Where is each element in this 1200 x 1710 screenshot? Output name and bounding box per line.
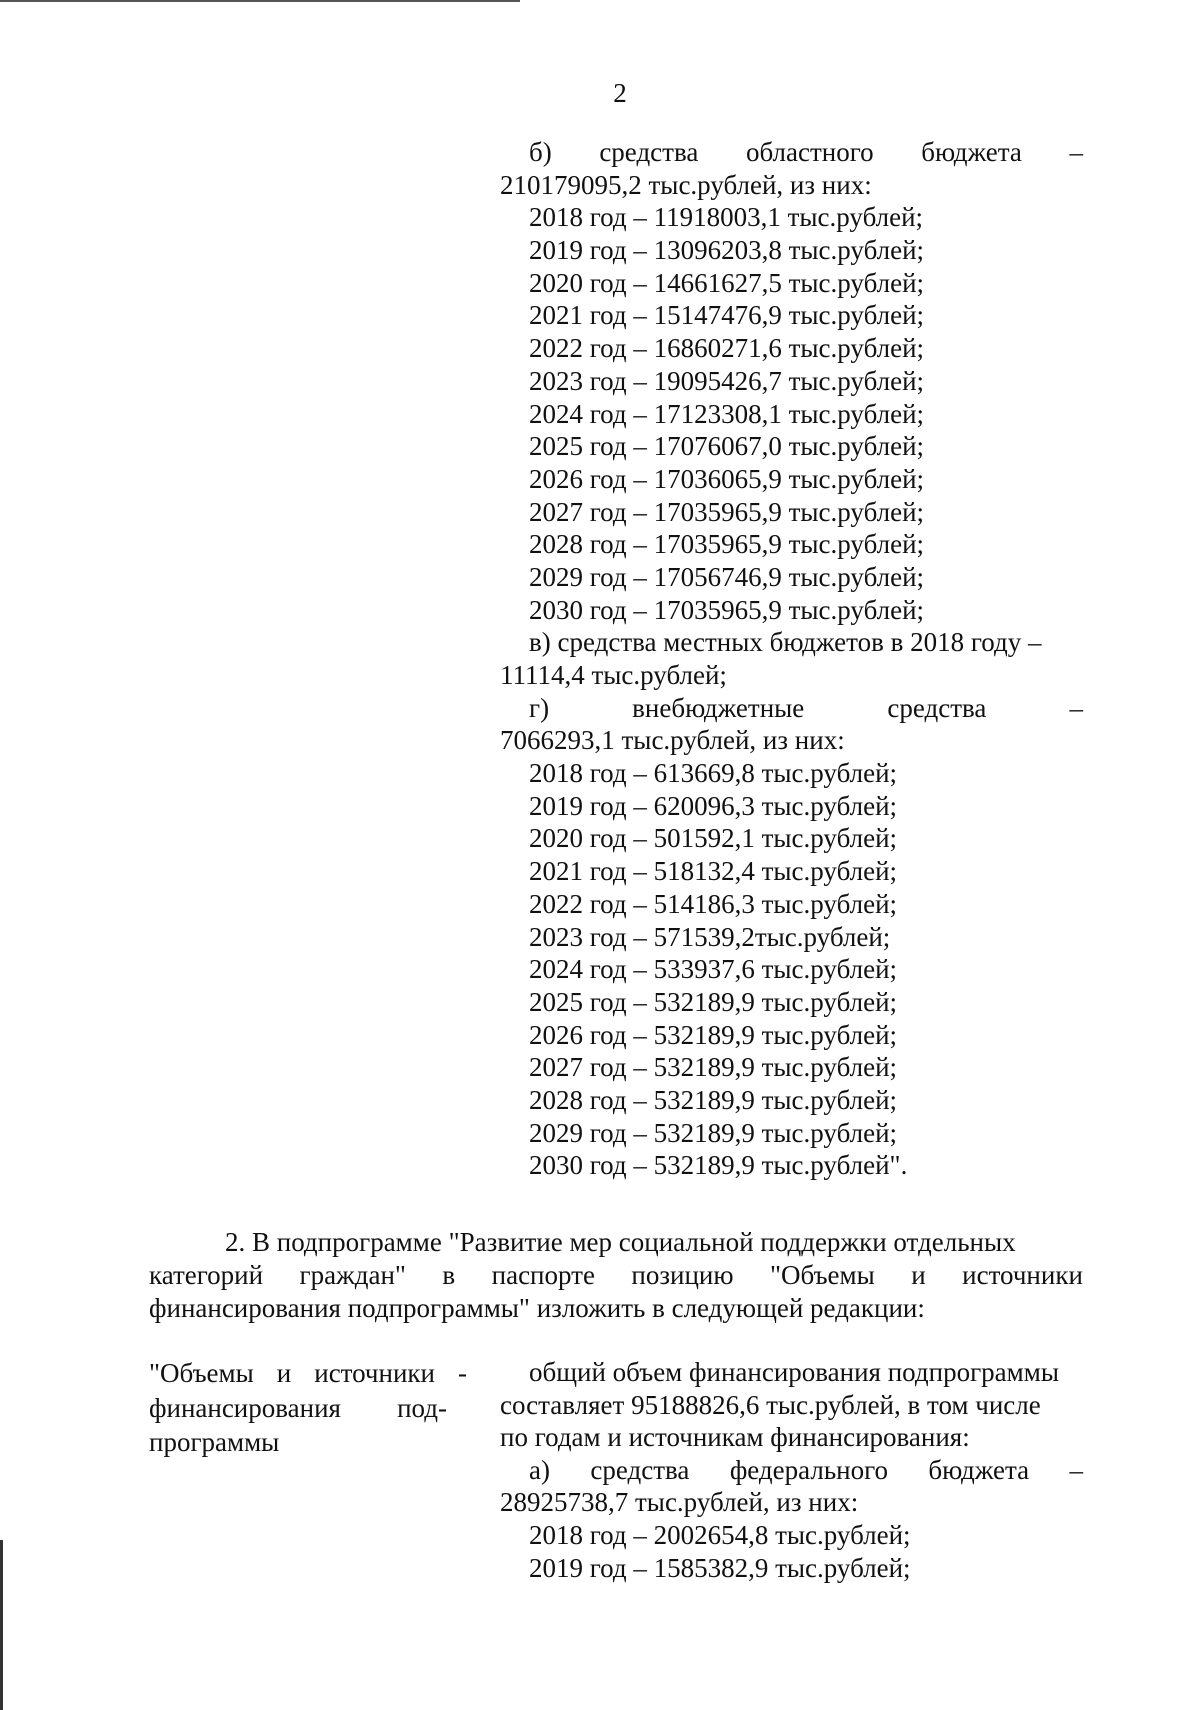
regional-year-line: 2022 год – 16860271,6 тыс.рублей; [529,333,925,364]
regional-year-line: 2029 год – 17056746,9 тыс.рублей; [529,561,925,592]
regional-year-line: 2025 год – 17076067,0 тыс.рублей; [529,431,925,462]
regional-year-line: 2023 год – 19095426,7 тыс.рублей; [529,365,925,396]
extrabudgetary-year-line: 2020 год – 501592,1 тыс.рублей; [529,823,898,854]
regional-year-line: 2028 год – 17035965,9 тыс.рублей; [529,529,925,560]
scan-edge-top [0,0,520,2]
extrabudgetary-year-line: 2025 год – 532189,9 тыс.рублей; [529,986,898,1017]
paragraph-word: и [911,1260,926,1290]
paragraph-line-justified [149,1259,1083,1292]
regional-year-line: 2024 год – 17123308,1 тыс.рублей; [529,398,925,429]
heading-word: федерального [729,1454,889,1485]
local-budgets-line: в) средства местных бюджетов в 2018 году – [529,627,1042,658]
label-word: финансирования [149,1392,341,1423]
paragraph-word: паспорте [491,1260,595,1290]
label-word: источники [314,1358,435,1388]
extrabudgetary-year-line: 2021 год – 518132,4 тыс.рублей; [529,856,898,887]
paragraph-word: в [442,1260,456,1290]
federal-year-line: 2018 год – 2002654,8 тыс.рублей; [529,1519,911,1550]
heading-word: средства [590,1454,690,1485]
extrabudgetary-year-line: 2023 год – 571539,2тыс.рублей; [529,921,891,952]
passport-position-value [500,1356,1083,1584]
heading-word: средства [599,137,699,167]
page-number: 2 [613,78,627,108]
funding-continuation-block [500,136,1083,1182]
extrabudgetary-year-line: 2019 год – 620096,3 тыс.рублей; [529,790,898,821]
value-line: составляет 95188826,6 тыс.рублей, в том числе [500,1389,1041,1420]
heading-word: внебюджетные [632,692,805,723]
heading-word: – [1069,1454,1083,1485]
extrabudgetary-year-line: 2022 год – 514186,3 тыс.рублей; [529,888,898,919]
regional-year-line: 2026 год – 17036065,9 тыс.рублей; [529,463,925,494]
heading-word: г) [529,692,550,723]
regional-budget-total: 210179095,2 тыс.рублей, из них: [500,169,872,200]
federal-budget-heading [500,1454,1083,1487]
regional-year-line: 2020 год – 14661627,5 тыс.рублей; [529,267,925,298]
extrabudgetary-year-line: 2027 год – 532189,9 тыс.рублей; [529,1052,898,1083]
paragraph-line: 2. В подпрограмме "Развитие мер социальной поддержки отдельных [225,1227,1016,1257]
regional-year-line: 2019 год – 13096203,8 тыс.рублей; [529,235,925,266]
label-word: и [276,1358,292,1388]
label-line: программы [149,1427,280,1457]
extrabudgetary-total: 7066293,1 тыс.рублей, из них: [500,725,845,756]
extrabudgetary-year-line: 2026 год – 532189,9 тыс.рублей; [529,1019,898,1050]
heading-word: бюджета [928,1454,1030,1485]
label-word: под- [397,1392,447,1423]
regional-year-line: 2027 год – 17035965,9 тыс.рублей; [529,496,925,527]
extrabudgetary-year-line: 2030 год – 532189,9 тыс.рублей". [529,1150,908,1181]
local-budgets-amount: 11114,4 тыс.рублей; [500,660,727,690]
heading-word: б) [529,137,552,167]
regional-budget-heading [500,136,1083,169]
heading-word: областного [745,137,874,167]
extrabudgetary-year-line: 2018 год – 613669,8 тыс.рублей; [529,758,898,789]
regional-year-line: 2030 год – 17035965,9 тыс.рублей; [529,594,925,625]
amendment-paragraph [149,1226,1083,1325]
value-line: общий объем финансирования подпрограммы [529,1357,1059,1387]
passport-position-label [149,1356,467,1460]
federal-year-line: 2019 год – 1585382,9 тыс.рублей; [529,1552,911,1583]
label-word: "Объемы [149,1358,254,1388]
regional-year-line: 2021 год – 15147476,9 тыс.рублей; [529,300,925,331]
paragraph-line: финансирования подпрограммы" изложить в следующей редакции: [149,1293,925,1323]
extrabudgetary-year-line: 2024 год – 533937,6 тыс.рублей; [529,954,898,985]
scan-edge-left [0,1540,3,1710]
paragraph-word: источники [962,1260,1083,1290]
heading-word: а) [529,1454,550,1485]
paragraph-word: "Объемы [770,1260,875,1290]
heading-word: – [1069,137,1083,167]
heading-word: – [1069,692,1083,723]
label-line-justified [149,1391,467,1426]
paragraph-word: граждан" [299,1260,406,1290]
extrabudgetary-year-line: 2028 год – 532189,9 тыс.рублей; [529,1084,898,1115]
value-line: по годам и источникам финансирования: [500,1422,970,1453]
regional-year-line: 2018 год – 11918003,1 тыс.рублей; [529,202,924,233]
federal-budget-total: 28925738,7 тыс.рублей, из них: [500,1487,859,1518]
paragraph-word: позицию [631,1260,734,1290]
extrabudgetary-heading [500,692,1083,725]
heading-word: средства [887,692,987,723]
heading-word: бюджета [921,137,1022,167]
extrabudgetary-year-line: 2029 год – 532189,9 тыс.рублей; [529,1117,898,1148]
label-line-justified [149,1356,467,1391]
label-word: - [458,1358,467,1388]
paragraph-word: категорий [149,1260,264,1290]
